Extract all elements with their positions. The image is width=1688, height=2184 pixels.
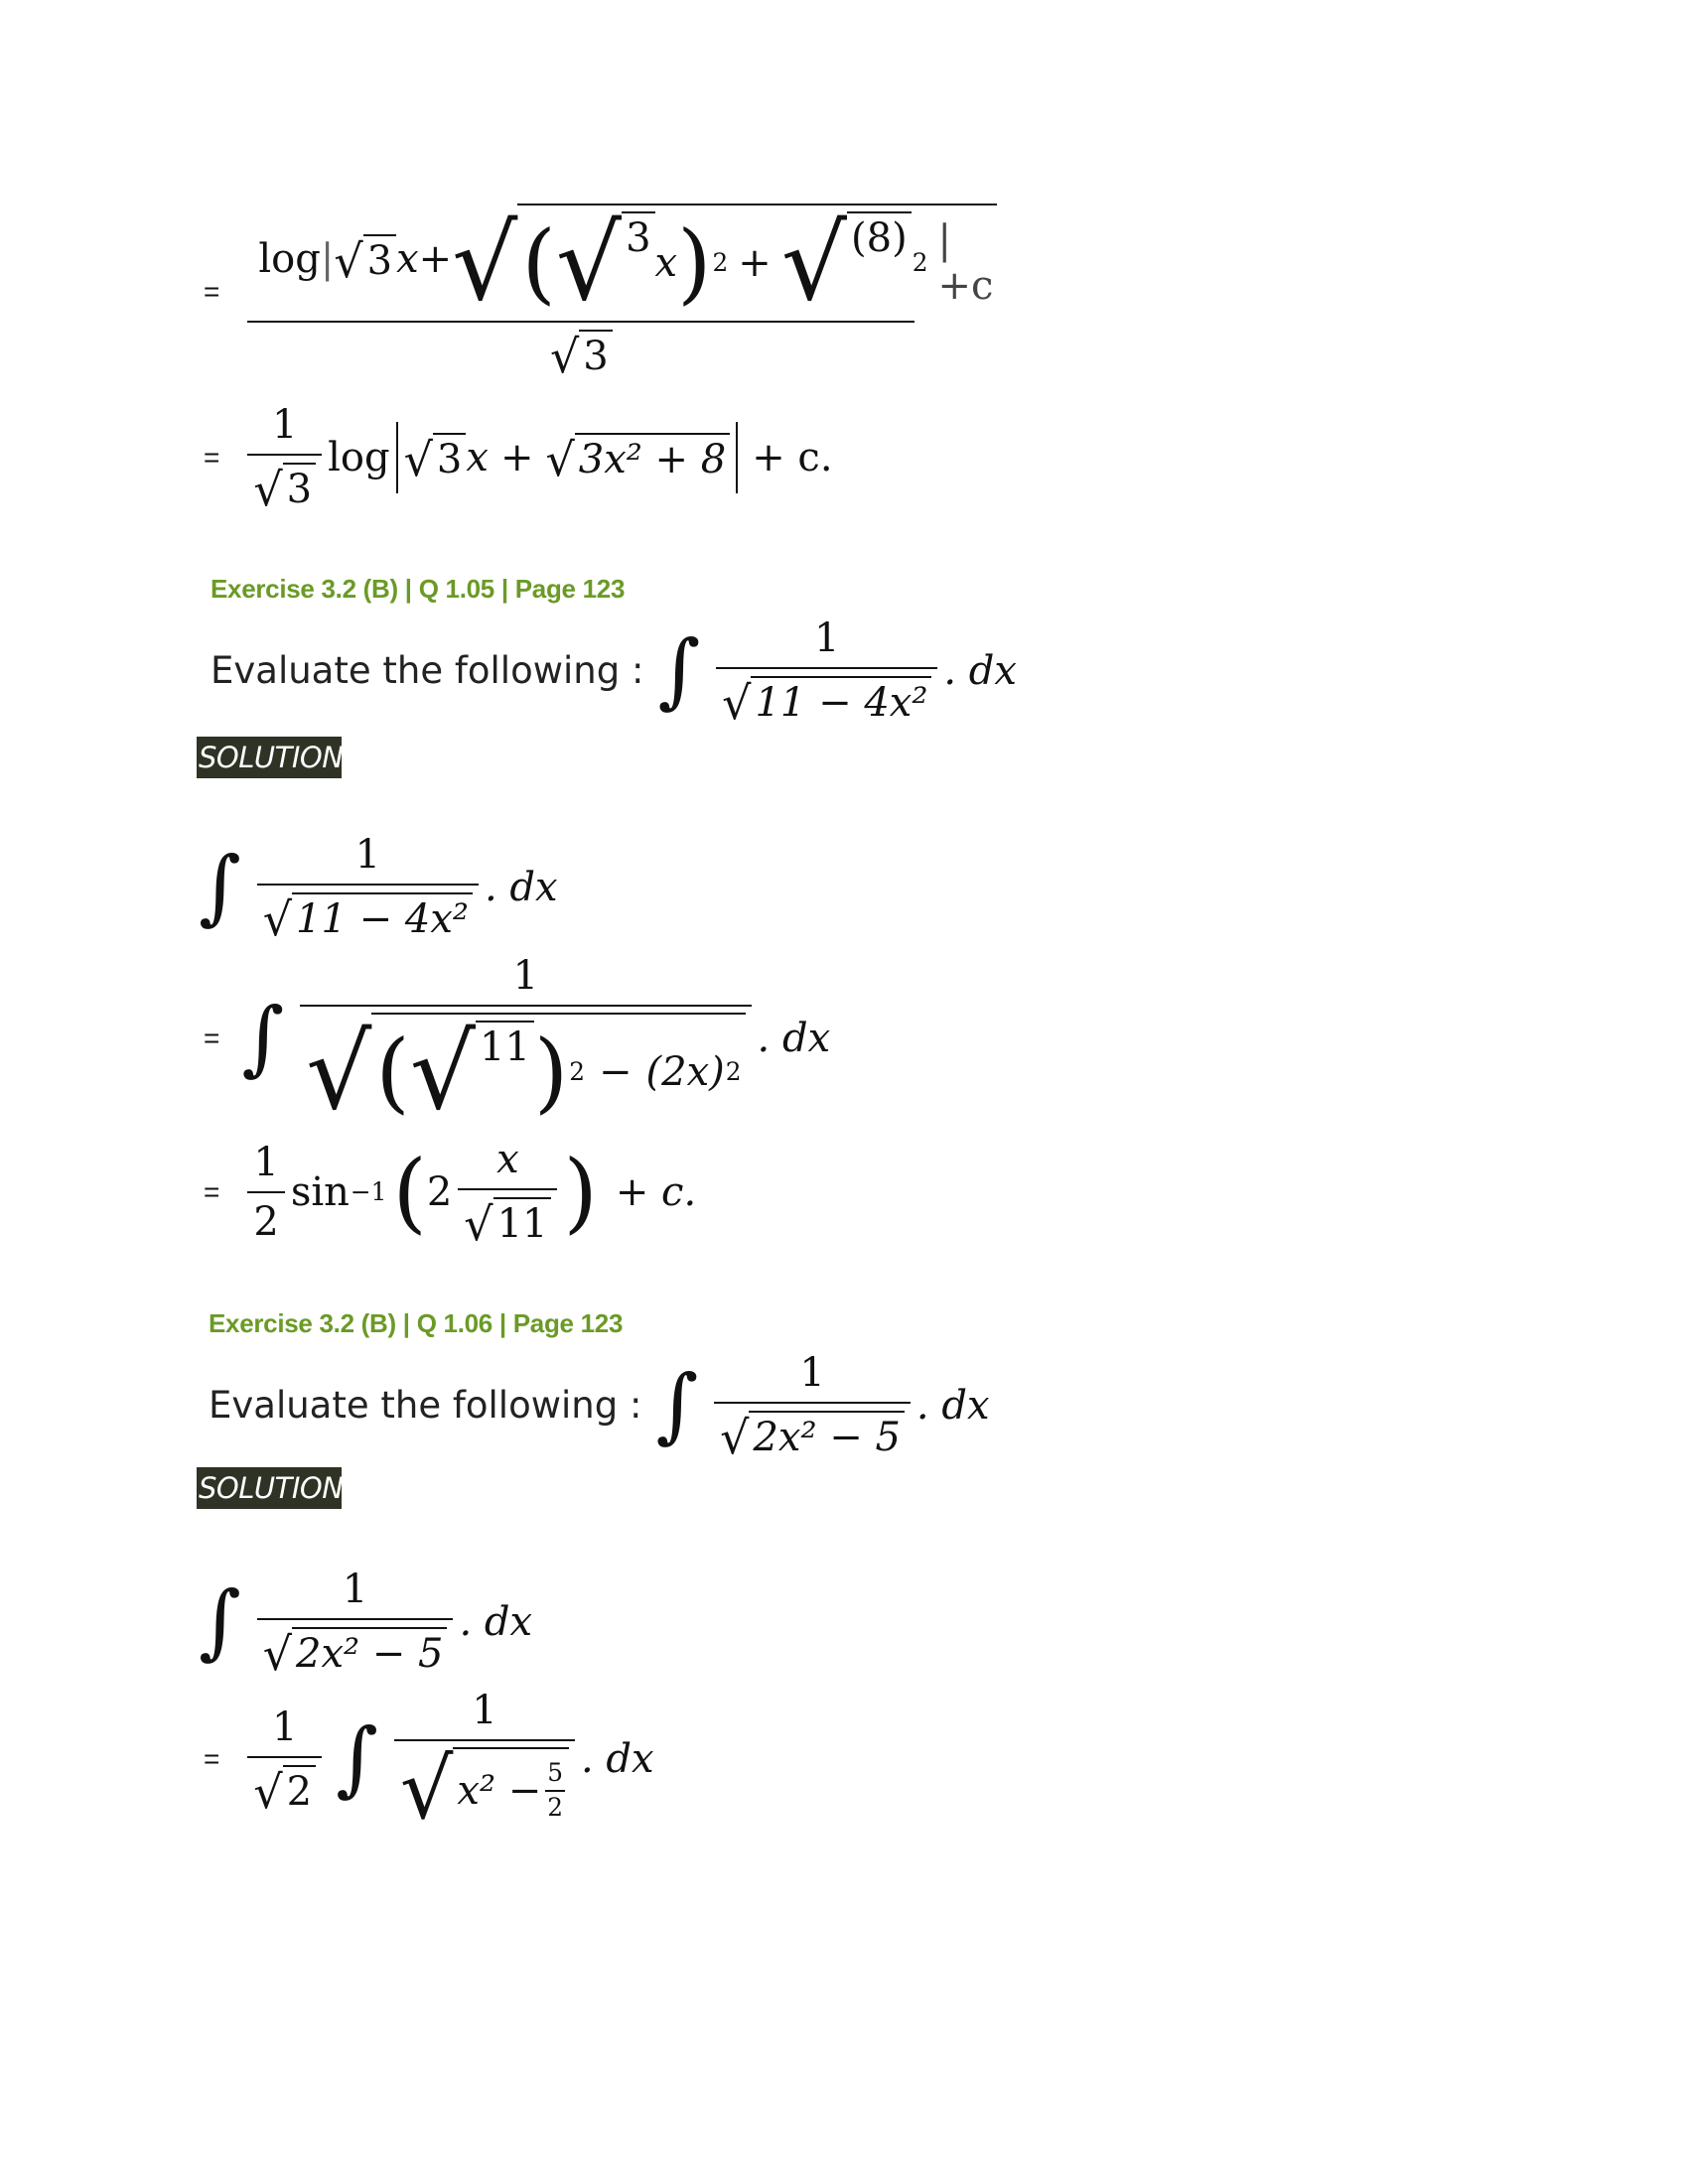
solution-label-q105: SOLUTION <box>197 737 342 778</box>
question-text: Evaluate the following : <box>209 1384 642 1427</box>
equals-sign: = <box>204 1175 220 1207</box>
absolute-value: √ 3 x + √ 3x² + 8 <box>396 422 739 493</box>
dx: . dx <box>484 864 558 910</box>
sin-text: sin <box>290 1168 350 1215</box>
solution-line-2 <box>204 1688 654 1838</box>
dx: . dx <box>459 1598 533 1645</box>
fraction: 1 √ 2x² − 5 <box>257 1567 454 1677</box>
question-q105 <box>211 615 1017 730</box>
equals-sign: = <box>204 1743 220 1774</box>
solution-line-3: = $\frac{1}{2}$ sin −1 ( 2 x √ 11 ) + c. <box>204 1137 697 1251</box>
integral-sign: ∫ <box>199 839 241 934</box>
fraction <box>247 203 994 383</box>
small-fraction: $\frac{5}{2}$ <box>547 1758 563 1822</box>
sqrt-radical: √ 3 <box>334 234 396 284</box>
dx: . dx <box>943 647 1017 694</box>
fraction: 1 √ 2x² − 5 <box>714 1350 911 1460</box>
variable-x: x <box>396 236 419 282</box>
integral-sign: ∫ <box>657 622 701 718</box>
fraction: x √ 11 <box>458 1137 557 1247</box>
integral-sign: ∫ <box>655 1357 699 1452</box>
plus-c: + c. <box>615 1168 697 1215</box>
dx: . dx <box>915 1382 990 1429</box>
equals-sign: = <box>204 441 220 473</box>
plus-sign: + <box>418 236 453 282</box>
log-text: log <box>258 236 321 282</box>
equals-sign: = <box>204 275 220 307</box>
fraction: 1 √ 11 − 4x² <box>716 615 937 726</box>
solution-label-q106: SOLUTION <box>197 1467 342 1509</box>
log-text: log <box>328 434 390 480</box>
exponent: 2 <box>712 247 729 277</box>
dx: . dx <box>581 1736 654 1782</box>
equation-line-1 <box>204 203 994 383</box>
fraction: 1 √ 11 − 4x² <box>257 832 479 942</box>
fraction: 1 √ ( √ 11 ) 2 − (2x) 2 <box>300 953 751 1124</box>
integral-sign: ∫ <box>336 1711 378 1806</box>
sqrt-radical-large: √ x² − $\frac{5}{2}$ <box>400 1747 569 1831</box>
sqrt-radical: √ (8) <box>781 211 912 315</box>
solution-line-1 <box>199 832 558 946</box>
fraction: $\frac{1}{2}$ <box>247 1140 284 1245</box>
sqrt-radical: √ 3 <box>550 330 613 379</box>
fraction: 1 √ x² − $\frac{5}{2}$ <box>394 1688 575 1831</box>
exercise-header-q106: Exercise 3.2 (B) | Q 1.06 | Page 123 <box>209 1308 624 1338</box>
inverse-exponent: −1 <box>350 1177 387 1206</box>
question-q106 <box>209 1350 990 1464</box>
integral-sign: ∫ <box>241 991 285 1085</box>
plus-c: + c. <box>752 434 833 480</box>
abs-bar: | <box>320 236 335 282</box>
sqrt-radical-large: √ ( √ 3 x ) 2 + √ (8) 2 | +c <box>452 204 997 315</box>
question-text: Evaluate the following : <box>211 649 644 692</box>
abs-tail: | +c <box>937 217 994 309</box>
equals-sign: = <box>204 1023 220 1053</box>
sqrt-radical: √ 3 <box>556 211 655 315</box>
dx: . dx <box>757 1016 831 1061</box>
fraction: 1 √ 3 <box>247 402 322 512</box>
equation-line-2 <box>204 402 833 516</box>
solution-line-2 <box>204 953 831 1133</box>
exercise-header-q105: Exercise 3.2 (B) | Q 1.05 | Page 123 <box>211 574 626 604</box>
fraction: 1 √ 2 <box>247 1705 322 1815</box>
solution-line-1 <box>199 1567 533 1681</box>
sqrt-radical-large: √ ( √ 11 ) 2 − (2x) 2 <box>306 1013 745 1124</box>
integral-sign: ∫ <box>199 1573 241 1669</box>
